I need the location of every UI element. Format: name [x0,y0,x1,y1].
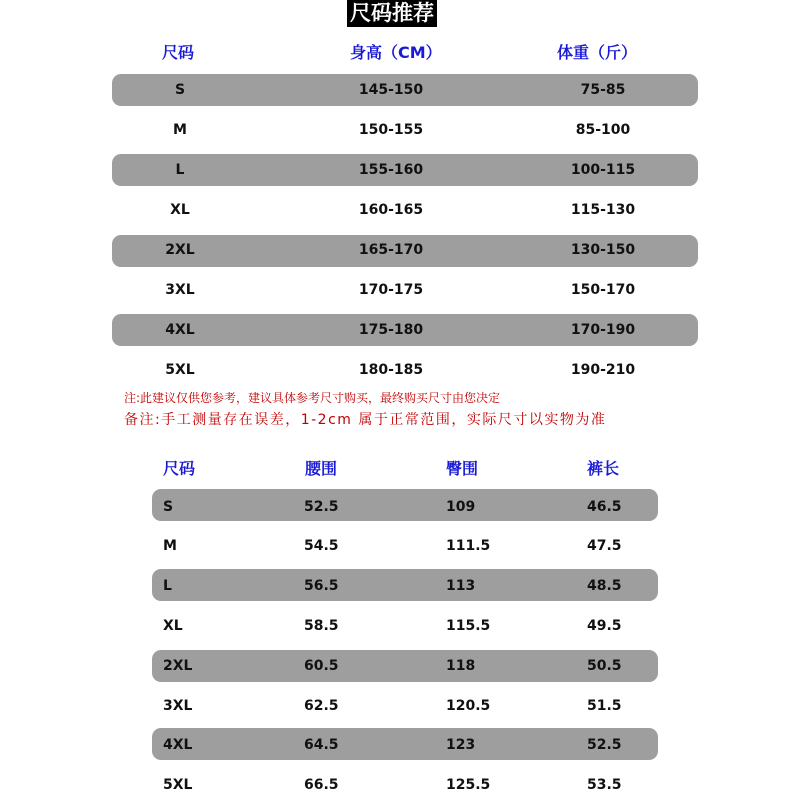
t1-height: 150-155 [358,122,424,138]
t2-waist: 58.5 [304,618,339,634]
t1-size: 3XL [165,282,195,298]
t1-height: 165-170 [358,242,424,258]
t2-length: 46.5 [587,499,622,515]
t2-header-waist: 腰围 [305,459,338,478]
t1-weight: 100-115 [570,162,636,178]
t2-waist: 66.5 [304,777,339,793]
t2-length: 49.5 [587,618,622,634]
t2-hip: 109 [446,499,476,515]
t2-size: 4XL [163,737,193,753]
t2-length: 50.5 [587,658,622,674]
t2-header-hip: 臀围 [446,459,479,478]
t1-weight: 75-85 [580,82,626,98]
size-advice-note: 注:此建议仅供您参考，建议具体参考尺寸购买，最终购买尺寸由您决定 [124,391,501,405]
t1-header-height: 身高（CM） [350,43,442,62]
t1-size: 2XL [165,242,195,258]
t2-waist: 56.5 [304,578,339,594]
t1-height: 170-175 [358,282,424,298]
t2-header-length: 裤长 [587,459,620,478]
measurement-error-note: 备注:手工测量存在误差，1-2cm 属于正常范围，实际尺寸以实物为准 [124,412,607,428]
t2-band-row-1 [152,489,658,521]
t1-height: 145-150 [358,82,424,98]
t2-length: 48.5 [587,578,622,594]
t2-waist: 52.5 [304,499,339,515]
t1-weight: 190-210 [570,362,636,378]
t2-waist: 54.5 [304,538,339,554]
t1-header-weight: 体重（斤） [557,43,638,62]
t2-hip: 111.5 [446,538,491,554]
t2-band-row-3 [152,569,658,601]
t1-weight: 115-130 [570,202,636,218]
t1-size: 4XL [165,322,195,338]
t2-hip: 115.5 [446,618,491,634]
t2-length: 51.5 [587,698,622,714]
t1-weight: 170-190 [570,322,636,338]
t2-size: 2XL [163,658,193,674]
t1-size: L [175,162,185,178]
t2-length: 52.5 [587,737,622,753]
t2-hip: 113 [446,578,476,594]
t2-size: XL [163,618,183,634]
t2-size: S [163,499,174,515]
t1-size: S [174,82,186,98]
t1-size: XL [170,202,190,218]
t1-weight: 130-150 [570,242,636,258]
t2-waist: 60.5 [304,658,339,674]
page-title: 尺码推荐 [347,0,437,27]
t2-size: M [163,538,177,554]
t2-band-row-5 [152,650,658,682]
t1-size: 5XL [165,362,195,378]
t1-header-size: 尺码 [162,43,195,62]
t2-waist: 64.5 [304,737,339,753]
t2-hip: 125.5 [446,777,491,793]
t2-header-size: 尺码 [163,459,196,478]
t2-band-row-7 [152,728,658,760]
t1-size: M [173,122,187,138]
t2-waist: 62.5 [304,698,339,714]
t2-size: L [163,578,172,594]
t1-weight: 150-170 [570,282,636,298]
t2-hip: 123 [446,737,476,753]
t1-height: 160-165 [358,202,424,218]
t2-length: 53.5 [587,777,622,793]
t1-weight: 85-100 [575,122,631,138]
t1-height: 155-160 [358,162,424,178]
t1-height: 175-180 [358,322,424,338]
t2-hip: 120.5 [446,698,491,714]
t2-hip: 118 [446,658,476,674]
t2-size: 5XL [163,777,193,793]
t1-height: 180-185 [358,362,424,378]
t2-length: 47.5 [587,538,622,554]
t2-size: 3XL [163,698,193,714]
